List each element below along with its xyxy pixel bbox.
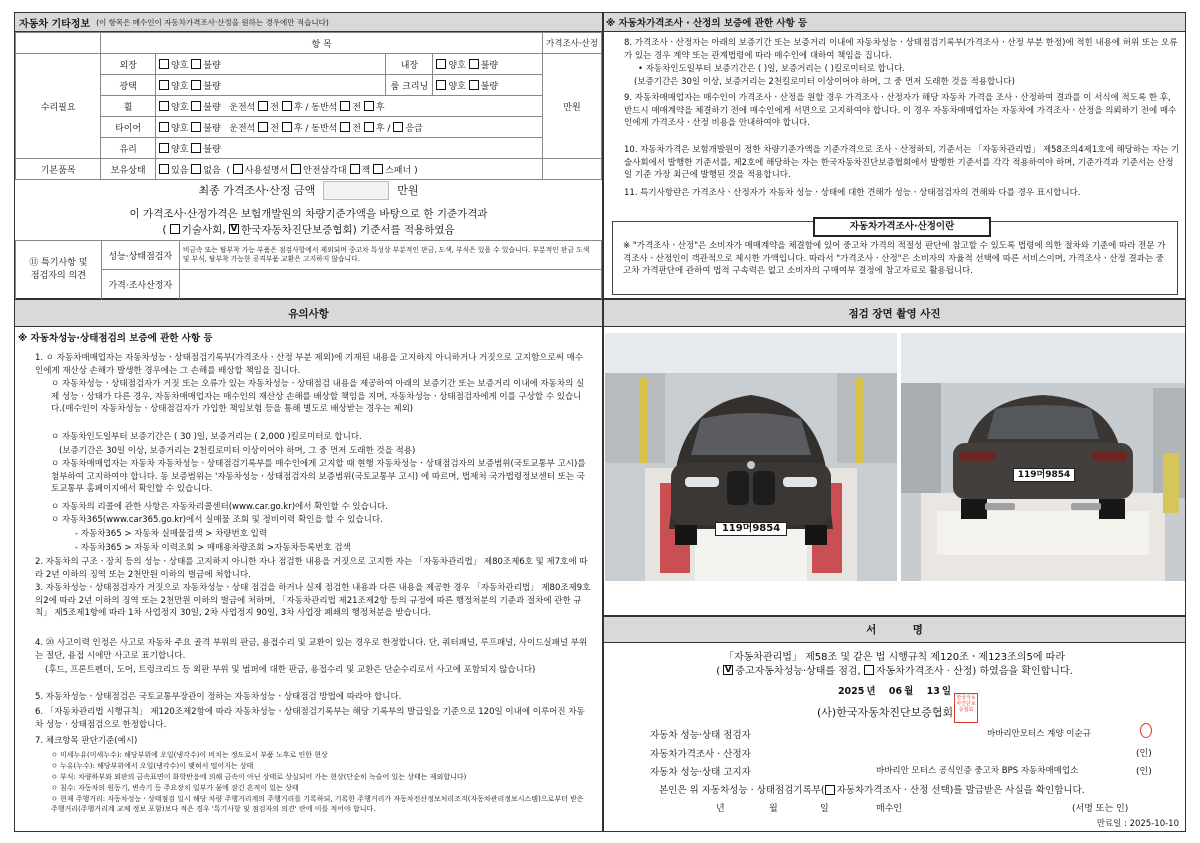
issuing-org: (사)한국자동차진단보증협회 [817,706,954,719]
rear-car-photo [901,333,1185,581]
sign-month: 06 [888,686,903,697]
check-criteria-3: ㅇ 부식: 차량하부와 외판의 금속표면이 화학반응에 의해 금속이 아닌 상태로 상실되어 가는 현상(단순히 녹슬어 있는 상태는 제외합니다) [51,773,467,781]
option-label: 응급 [405,123,423,134]
option-label: ) [414,165,418,176]
option-label: 양호 [171,60,189,71]
notice-item-1f-a: - 자동차365 > 자동차 실매물검색 > 차량번호 입력 [75,529,268,539]
price-checker-label: 가격·조사산정자 [101,270,179,300]
final-price-input[interactable] [323,181,389,200]
buyer-label: 매수인 [876,804,903,814]
sign-date [604,683,1185,697]
tire-passenger-rear-checkbox[interactable] [364,122,374,132]
jack-checkbox[interactable] [350,164,360,174]
buyer-day-unit: 일 [820,804,829,814]
option-label: 양호 [448,81,466,92]
notifier-row-value: 바바리안 모터스 공식인증 중고차 BPS 자동차매매업소 [876,766,1079,776]
option-label: 사용설명서 [244,165,289,176]
glass-bad-checkbox[interactable] [191,143,201,153]
option-label: 후 [375,102,385,113]
option-label: 양호 [448,60,466,71]
option-label: 안전삼각대 [303,165,347,176]
row-label-glass: 유리 [101,138,156,159]
notice-item-1: 1. ㅇ 자동차매매업자는 자동차성능ㆍ상태점검기록부(가격조사ㆍ산정 부분 제외)에 기재된 내용을 고지하지 아니하거나 거짓으로 고지함으로써 매수인에게 재산상 손해가 발생한 경우에는 그 손해를 배상할 책임을 집니다. [35,353,584,376]
photos-section [603,299,1186,616]
statement-option-a: 중고자동차성능·상태를 점검, [735,666,861,677]
option-label: 전 [270,102,279,113]
option-label: 운전석 [229,123,256,134]
notice-item-1b: ㅇ 자동차성능ㆍ상태점검자가 거짓 또는 오류가 있는 자동차성능ㆍ상태점검 내용을 제공하여 아래의 보증기간 또는 보증거리 이내에 자동차의 실제 성능ㆍ상태가 다른 경우, 자동차매매업자는 매수인의 재산상 손해를 배상할 책임을 지며, 자동차성능ㆍ상태점검자에게 이를 구상할 수 있습니다.(매수인이 자동차성능ㆍ상태점검자가 가입한 책임보험 등을 통해 별도로 배상받는 경우는 제외) [51,379,585,414]
section-title-note: (이 항목은 매수인이 자동차가격조사·산정을 원하는 경우에만 적습니다) [96,17,329,27]
signature-title: 서 명 [866,624,923,636]
row-label-wheel: 휠 [101,96,156,117]
special-notes-table [15,240,602,300]
confirm-text-a: 본인은 위 자동차성능 · 상태점검기록부( [659,785,825,796]
notice-item-5: 5. 자동차성능ㆍ상태점검은 국토교통부장관이 정하는 자동차성능ㆍ상태점검 방법에 따라야 합니다. [35,692,402,702]
row-label-room-clean: 룸 크리닝 [386,75,433,96]
gloss-good-checkbox[interactable] [159,80,169,90]
option-label: 양호 [171,81,189,92]
confirm-text-b: 자동차가격조사 · 산정 선택)를 발급받은 사실을 확인합니다. [836,785,1085,796]
sign-day: 13 [926,686,940,697]
option-label: 불량 [480,60,499,71]
wheel-passenger-front-checkbox[interactable] [340,101,350,111]
buyer-confirmation [659,782,1085,796]
basis-paren: ( [162,224,167,236]
clause-8-warranty: • 자동차인도일부터 보증기간은 ( )일, 보증거리는 ( )킬로미터로 합니다. [638,64,905,74]
sign-year: 2025 [837,686,865,697]
interior-bad-checkbox[interactable] [469,59,479,69]
price-checker-seal-label: (인) [1136,749,1152,759]
option-label: 스패너 [385,165,412,176]
notice-title: 유의사항 [288,307,329,320]
perf-inspector-text: 비금속 또는 탈부착 가능 부품은 점검사항에서 제외되며 중고차 특성상 부분적인 판금, 도색, 부식은 있을 수 있습니다. 부분적인 판금 도색 및 부식, 탈부착 가능한 공격부품 교환은 고지하지 않습니다. [179,241,601,270]
repair-table [15,32,602,180]
wheel-driver-front-checkbox[interactable] [258,101,268,111]
repair-needed-label: 수리필요 [16,54,101,159]
perf-inspector-row-value: 바바리안모터스 계양 이순규 [987,729,1091,739]
basic-items-label: 기본품목 [16,159,101,180]
clause-11: 11. 특기사항란은 가격조사ㆍ산정자가 자동차 성능ㆍ상태에 대한 견해가 성능ㆍ상태점검자의 견해와 다를 경우 표시합니다. [624,188,1081,198]
notice-item-3: 3. 자동차성능ㆍ상태점검자가 거짓으로 자동차성능ㆍ상태 점검을 하거나 실제 점검한 내용과 다른 내용을 제공한 경우 「자동차관리법」 제80조제9호의2에 따라 2년 이하의 징역 또는 2천만원 이하의 벌금에 처하며, 「자동차관리법 제21조제2항 등의 규정에 따른 행정처분의 기준과 절차에 관한 규칙」 제5조제1항에 따라 1차 사업정지 30일, 2차 사업정지 90일, 3차 사업장 폐쇄의 행정처분을 받습니다. [35,583,591,618]
basis-kaida-checkbox[interactable]: V [230,224,238,234]
tire-driver-front-checkbox[interactable] [258,122,268,132]
clause-10: 10. 자동차가격은 보험개발원이 정한 차량기준가액을 기준가격으로 조사ㆍ산정하되, 기준서는 「자동차관리법」 제58조의4제1호에 해당하는 자는 기술사회에서 발행한 기준서를, 제2호에 해당하는 자는 한국자동차진단보증협회에서 발행한 기준서를 각각 적용하여야 하며, 기준가격과 기준서는 산정일 기준 가장 최근에 발행된 것을 적용합니다. [624,145,1180,180]
check-criteria-2: ㅇ 누유(누수): 해당부위에서 오일(냉각수)이 맺혀서 떨어지는 상태 [51,762,254,770]
notice-item-1f: ㅇ 자동차365(www.car365.go.kr)에서 실매물 조회 및 정비이력 확인을 할 수 있습니다. [51,515,383,525]
sign-statement-2 [604,662,1185,677]
row-label-possession: 보유상태 [101,159,156,180]
notice-item-4b: (후드, 프론트펜더, 도어, 트렁크리드 등 외판 부위 및 범퍼에 대한 판금, 용접수리 및 교환은 단순수리로서 사고에 포함되지 않습니다) [45,665,536,675]
special-notes-label: ⑪ 특기사항 및 점검자의 의견 [16,241,102,300]
col-header-item: 항 목 [101,33,543,54]
basis-option-1: 기술사회, [181,224,226,236]
room-clean-good-checkbox[interactable] [436,80,446,90]
basis-engineer-checkbox[interactable] [170,224,180,234]
basis-line-2 [15,222,602,237]
gloss-bad-checkbox[interactable] [191,80,201,90]
notice-section [14,299,603,832]
buyer-price-checkbox[interactable] [825,785,835,795]
option-label: 양호 [171,123,189,134]
notice-item-7: 7. 체크항목 판단기준(예시) [35,736,138,746]
exterior-bad-checkbox[interactable] [191,59,201,69]
option-label: 양호 [171,144,189,155]
signature-header [604,617,1185,643]
sign-month-unit: 월 [904,686,914,697]
statement-option-b: 자동차가격조사 · 산정) 하였음을 확인합니다. [875,666,1073,677]
front-car-photo [605,333,897,581]
wheel-passenger-rear-checkbox[interactable] [364,101,374,111]
signature-section [603,616,1186,832]
triangle-checkbox[interactable] [291,164,301,174]
tire-bad-checkbox[interactable] [191,122,201,132]
notice-item-2: 2. 자동차의 구조ㆍ장치 등의 성능ㆍ상태를 고지하지 아니한 자나 점검한 내용을 거짓으로 고지한 자는 「자동차관리법」 제80조제6호 및 제7호에 따라 2년 이하의 징역 또는 2천만원 이하의 벌금에 처합니다. [35,557,588,580]
clause-9: 9. 자동차매매업자는 매수인이 가격조사ㆍ산정을 원할 경우 가격조사ㆍ산정자가 해당 자동차 가격을 조사ㆍ산정하여 결과를 이 서식에 적도록 한 후, 반드시 매매계약을 체결하기 전에 매수인에게 서면으로 고지하여야 합니다. 이 경우 자동차매매업자는 자동차에 가격조사ㆍ산정을 의뢰하기 전에 매수인에게 가격조사ㆍ산정 비용을 안내하여야 합니다. [624,93,1177,128]
tire-good-checkbox[interactable] [159,122,169,132]
sign-year-unit: 년 [866,686,876,697]
photos-header [604,300,1185,327]
buyer-month-unit: 월 [769,804,778,814]
option-label: 잭 [361,165,371,176]
option-label: 불량 [203,144,221,155]
col-header-price: 가격조사·산정 [543,33,602,54]
section-title: 자동차 기타정보 [19,18,91,30]
option-label: 운전석 [229,102,256,113]
notifier-seal-label: (인) [1136,767,1152,777]
definition-box [612,221,1178,295]
section-title: ※ 자동차가격조사 · 산정의 보증에 관한 사항 등 [606,18,808,29]
buyer-year-unit: 년 [716,804,725,814]
org-seal: 한국자동차진단보증협회 [954,693,978,723]
room-clean-bad-checkbox[interactable] [469,80,479,90]
expiry-date: 만료일 : 2025-10-10 [1096,819,1179,829]
definition-text: ※ "가격조사ㆍ산정"은 소비자가 매매계약을 체결함에 있어 중고차 가격의 적절성 판단에 참고할 수 있도록 법령에 의한 절차와 기준에 따라 전문 가격조사ㆍ산정인이 객관적으로 제시한 가액입니다. 따라서 "가격조사ㆍ산정"은 소비자의 자율적 선택에 따른 서비스이며, 가격조사ㆍ산정 결과는 중고차 가격판단에 관하여 법적 구속력은 없고 소비자의 구매여부 결정에 참고자료로 활용됩니다. [623,241,1166,276]
possession-yes-checkbox[interactable] [159,164,169,174]
price-check-checkbox[interactable] [864,665,874,675]
option-label: 불량 [203,81,221,92]
check-criteria-4: ㅇ 침수: 자동차의 원동기, 변속기 등 주요장치 일부가 물에 잠긴 흔적이 있는 상태 [51,784,299,792]
interior-good-checkbox[interactable] [436,59,446,69]
option-label: 양호 [171,102,189,113]
option-label: 전 [270,123,279,134]
row-label-tire: 타이어 [101,117,156,138]
buyer-sign-field[interactable]: (서명 또는 인) [1072,804,1129,814]
final-price-label: 최종 가격조사·산정 금액 [198,184,316,197]
option-label: / 동반석 [305,123,338,134]
exterior-good-checkbox[interactable] [159,59,169,69]
notice-item-1e: ㅇ 자동차의 리콜에 관한 사항은 자동차리콜센터(www.car.go.kr)에서 확인할 수 있습니다. [51,502,388,512]
clause-8: 8. 가격조사ㆍ산정자는 아래의 보증기간 또는 보증거리 이내에 자동차성능ㆍ상태점검기록부(가격조사ㆍ산정 부분 한정)에 적힌 내용에 허위 또는 오류가 있는 경우 계약 또는 관계법령에 따라 매수인에 대하여 책임을 집니다. [624,38,1178,61]
option-label: 불량 [203,102,221,113]
price-checker-row-label: 자동차가격조사 · 산정자 [650,749,751,760]
row-label-interior: 내장 [386,54,433,75]
price-checker-notes [179,270,601,300]
notice-item-6: 6. 「자동차관리법 시행규칙」 제120조제2항에 따라 자동차성능ㆍ상태점검기록부는 해당 기록부의 발급일을 기준으로 120일 이내에 이루어진 자동차 성능ㆍ상태점검으로 한정합니다. [35,707,585,730]
notice-item-1c: ㅇ 자동차인도일부터 보증기간은 ( 30 )일, 보증거리는 ( 2,000 )킬로미터로 합니다. [51,432,362,442]
option-label: 전 [352,102,361,113]
final-price-row [15,179,602,201]
option-label: / 동반석 [305,102,338,113]
option-label: 없음 [203,165,221,176]
tire-passenger-front-checkbox[interactable] [340,122,350,132]
section-header [604,13,1185,32]
basis-line-1: 이 가격조사·산정가격은 보험개발원의 차량기준가액을 바탕으로 한 기준가격과 [129,208,488,220]
spanner-checkbox[interactable] [373,164,383,174]
wheel-bad-checkbox[interactable] [191,101,201,111]
wheel-good-checkbox[interactable] [159,101,169,111]
option-label: 후 [293,102,303,113]
notifier-row-label: 자동차 성능·상태 고지자 [650,767,751,778]
rear-car-illustration [901,333,1185,581]
option-label: 전 [352,123,361,134]
inspector-seal [1140,723,1152,738]
section-header [15,13,602,32]
rear-license-plate: 119머9854 [1013,468,1075,482]
price-unit-cell: 만원 [543,54,602,159]
final-price-unit: 만원 [397,184,419,197]
performance-check-checkbox[interactable]: V [724,665,732,675]
option-label: ( [226,165,230,176]
glass-good-checkbox[interactable] [159,143,169,153]
notice-header [15,300,602,327]
option-label: 후 [293,123,303,134]
option-label: 후 [375,123,385,134]
option-label: 불량 [203,60,221,71]
possession-no-checkbox[interactable] [191,164,201,174]
notice-subtitle: ※ 자동차성능·상태점검의 보증에 관한 사항 등 [18,333,213,344]
row-label-exterior: 외장 [101,54,156,75]
front-license-plate: 119머9854 [715,522,787,536]
tire-emergency-checkbox[interactable] [393,122,403,132]
notice-item-4: 4. ⑳ 사고이력 인정은 사고로 자동차 주요 골격 부위의 판금, 용접수리 및 교환이 있는 경우로 한정합니다. 단, 쿼터패널, 루프패널, 사이드실패널 부위는 절단, 용접 시에만 사고로 표기합니다. [35,638,588,661]
photos-title: 점검 장면 촬영 사진 [848,307,941,320]
option-label: 불량 [203,123,221,134]
basis-option-2: 한국자동차진단보증협회) 기준서를 적용하였음 [241,224,455,236]
definition-title: 자동차가격조사·산정이란 [813,217,991,237]
perf-inspector-row-label: 자동차 성능·상태 점검자 [650,730,751,741]
check-criteria-5: ㅇ 현재 주행거리: 자동차성능ㆍ상태점검 일시 해당 차량 주행거리계의 주행거리를 기록하되, 기록한 주행거리가 자동차전산정보처리조직(자동차관리정보시스템)으로부터 받은 주행거리(주행거리계 교체 정보 포함)보다 적은 경우 '특기사항 및 점검자의 의견' 란에 이를 적어야 합니다. [51,795,584,813]
row-label-gloss: 광택 [101,75,156,96]
tire-driver-rear-checkbox[interactable] [282,122,292,132]
front-car-illustration [605,333,897,581]
price-guarantee-section [603,12,1186,299]
notice-item-1c-note: (보증기간은 30일 이상, 보증거리는 2천킬로미터 이상이어야 하며, 그 중 먼저 도래한 것을 적용) [59,446,416,456]
clause-8-note: (보증기간은 30일 이상, 보증거리는 2천킬로미터 이상이어야 하며, 그 중 먼저 도래한 것을 적용합니다) [634,77,1015,87]
sign-day-unit: 일 [941,686,952,697]
option-label: 불량 [480,81,499,92]
statement-paren: ( [716,666,721,677]
option-label: 있음 [171,165,189,176]
option-label: / [387,123,391,134]
wheel-driver-rear-checkbox[interactable] [282,101,292,111]
notice-item-1f-b: - 자동차365 > 자동차 이력조회 > 매매용차량조회 >자동차등록번호 검색 [75,543,351,553]
vehicle-other-info-section [14,12,603,299]
notice-item-1d: ㅇ 자동차매매업자는 자동차 자동차성능ㆍ상태점검기록부를 매수인에게 고지할 때 현행 자동차성능ㆍ상태점검자의 보증범위(국토교통부 고시)를 첨부하여 고지하여야 합니다. 동 보증범위는 '자동차성능ㆍ상태점검자의 보증범위(국토교통부 고시) 에 따르며, 법제처 국가법령정보센터 또는 국토교통부 홈페이지에서 확인할 수 있습니다. [51,459,586,494]
check-criteria-1: ㅇ 미세누유(미세누수): 해당부위에 오일(냉각수)이 비치는 정도로서 부품 노후로 인한 현상 [51,751,328,759]
sign-statement-1: 「자동차관리법」 제58조 및 같은 법 시행규칙 제120조ㆍ제123조의5에 따라 [723,652,1065,663]
manual-checkbox[interactable] [233,164,243,174]
perf-inspector-label: 성능·상태점검자 [101,241,179,270]
